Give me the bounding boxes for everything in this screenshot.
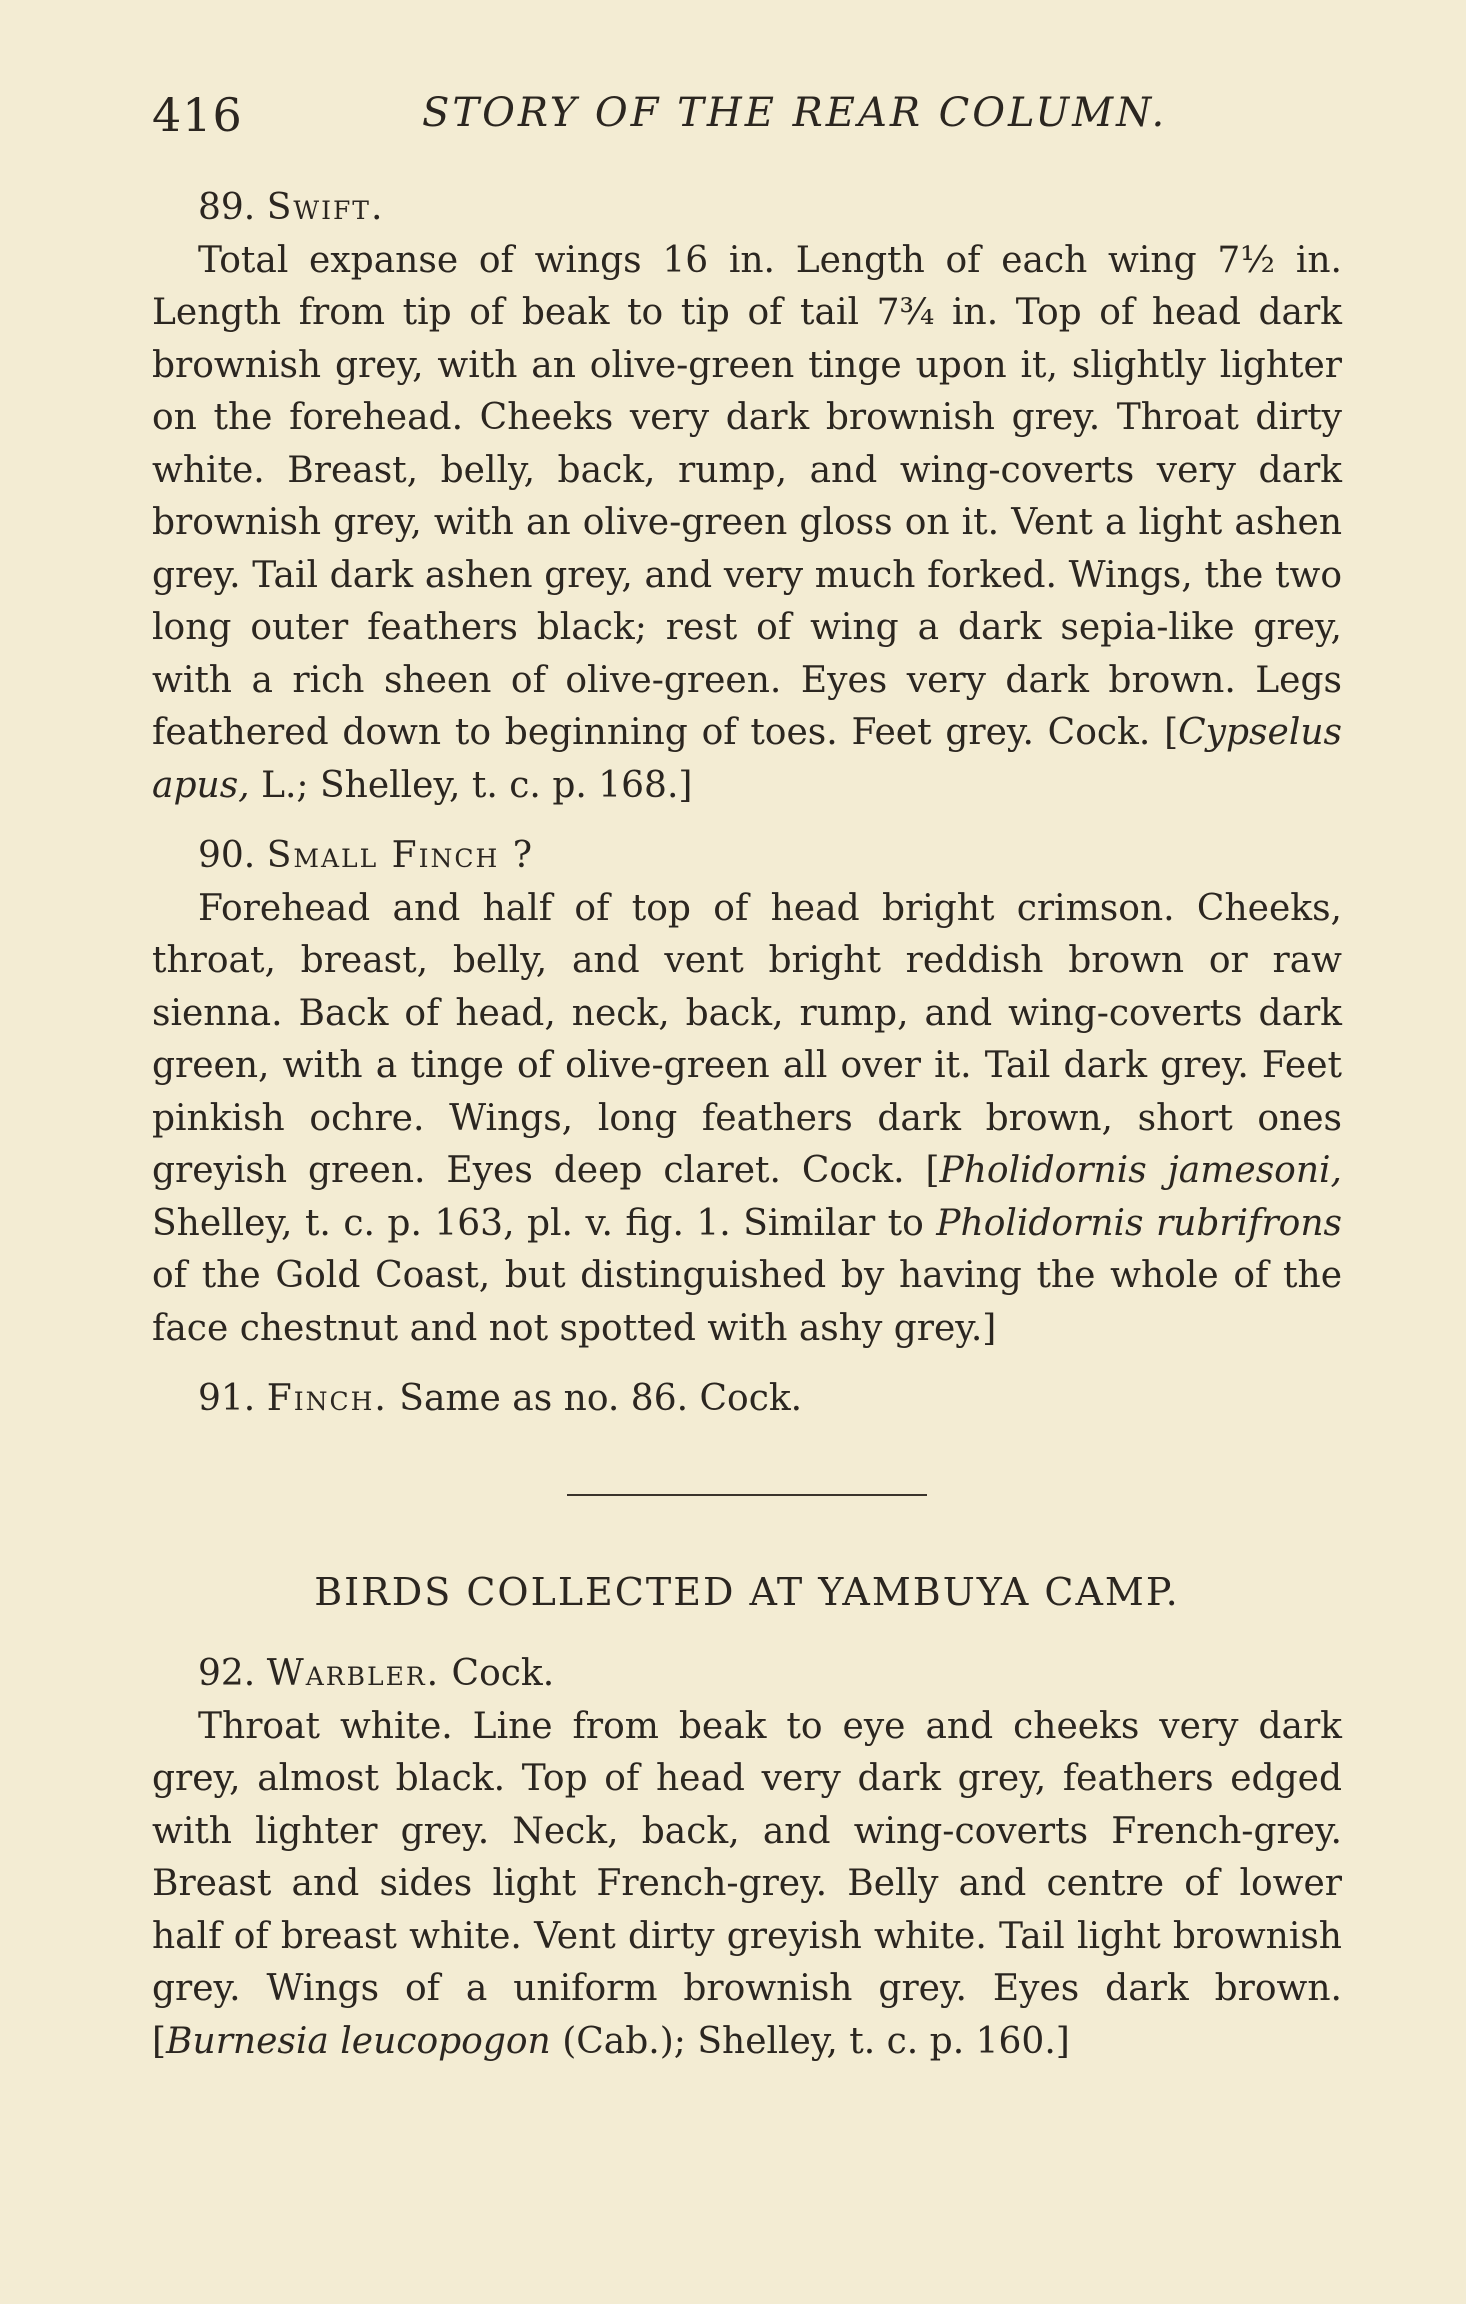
running-title: STORY OF THE REAR COLUMN. xyxy=(422,90,1168,136)
species-name: Cypselus apus, xyxy=(152,712,1342,806)
entry-description-92 xyxy=(152,1701,1342,2069)
page-header xyxy=(152,88,1342,148)
description-text: Shelley, t. c. p. 163, pl. v. fig. 1. Similar to xyxy=(152,1202,937,1244)
entry-name: Small Finch ? xyxy=(266,835,535,876)
entry-name: Warbler. xyxy=(266,1653,441,1694)
species-name: Burnesia leucopogon xyxy=(166,2020,551,2062)
description-text: L.; Shelley, t. c. p. 168.] xyxy=(249,764,693,806)
description-text: Total expanse of wings 16 in. Length of each wing 7½ in. Length from tip of beak to tip of tail 7¾ in. Top of head dark brownish grey, with an olive-green tinge upon it, slightly lighter on the forehead. Cheeks very dark brownish grey. Throat dirty white. Breast, belly, back, rump, and wing-coverts very dark brownish grey, with an olive-green gloss on it. Vent a light ashen grey. Tail dark ashen grey, and very much forked. Wings, the two long outer feathers black; rest of wing a dark sepia-like grey, with a rich sheen of olive-green. Eyes very dark brown. Legs feathered down to beginning of toes. Feet grey. Cock. [ xyxy=(152,239,1342,753)
entry-name: Swift. xyxy=(266,187,385,228)
entry-heading-90 xyxy=(152,830,1342,883)
entry-name: Finch. xyxy=(266,1378,388,1419)
page-number: 416 xyxy=(152,88,243,142)
section-heading: BIRDS COLLECTED AT YAMBUYA CAMP. xyxy=(314,1569,1180,1614)
page-content xyxy=(152,182,1342,2068)
entry-number: 92. xyxy=(198,1653,256,1694)
entry-heading-89 xyxy=(152,182,1342,235)
entry-number: 91. xyxy=(198,1378,256,1419)
entry-description-90 xyxy=(152,883,1342,1356)
entry-number: 90. xyxy=(198,835,256,876)
species-name: Pholidornis jamesoni, xyxy=(939,1150,1342,1191)
description-text: of the Gold Coast, but distinguished by having the whole of the face chestnut and not spotted with ashy grey.] xyxy=(152,1255,1342,1349)
entry-number: 89. xyxy=(198,187,256,228)
entry-heading-91 xyxy=(152,1373,1342,1426)
entry-note: Same as no. 86. Cock. xyxy=(399,1378,803,1419)
section-divider xyxy=(567,1494,927,1496)
entry-note: Cock. xyxy=(451,1653,555,1694)
description-text: Throat white. Line from beak to eye and cheeks very dark grey, almost black. Top of head very dark grey, feathers edged with lighter grey. Neck, back, and wing-coverts French-grey. Breast and sides light French-grey. Belly and centre of lower half of breast white. Vent dirty greyish white. Tail light brownish grey. Wings of a uniform brownish grey. Eyes dark brown. [ xyxy=(152,1705,1342,2062)
entry-heading-92 xyxy=(152,1648,1342,1701)
description-text: (Cab.); Shelley, t. c. p. 160.] xyxy=(550,2020,1070,2062)
entry-description-89 xyxy=(152,235,1342,813)
description-text: Forehead and half of top of head bright crimson. Cheeks, throat, breast, belly, and vent bright reddish brown or raw sienna. Back of head, neck, back, rump, and wing-coverts dark green, with a tinge of olive-green all over it. Tail dark grey. Feet pinkish ochre. Wings, long feathers dark brown, short ones greyish green. Eyes deep claret. Cock. [ xyxy=(152,887,1342,1191)
species-name: Pholidornis rubrifrons xyxy=(936,1202,1342,1244)
